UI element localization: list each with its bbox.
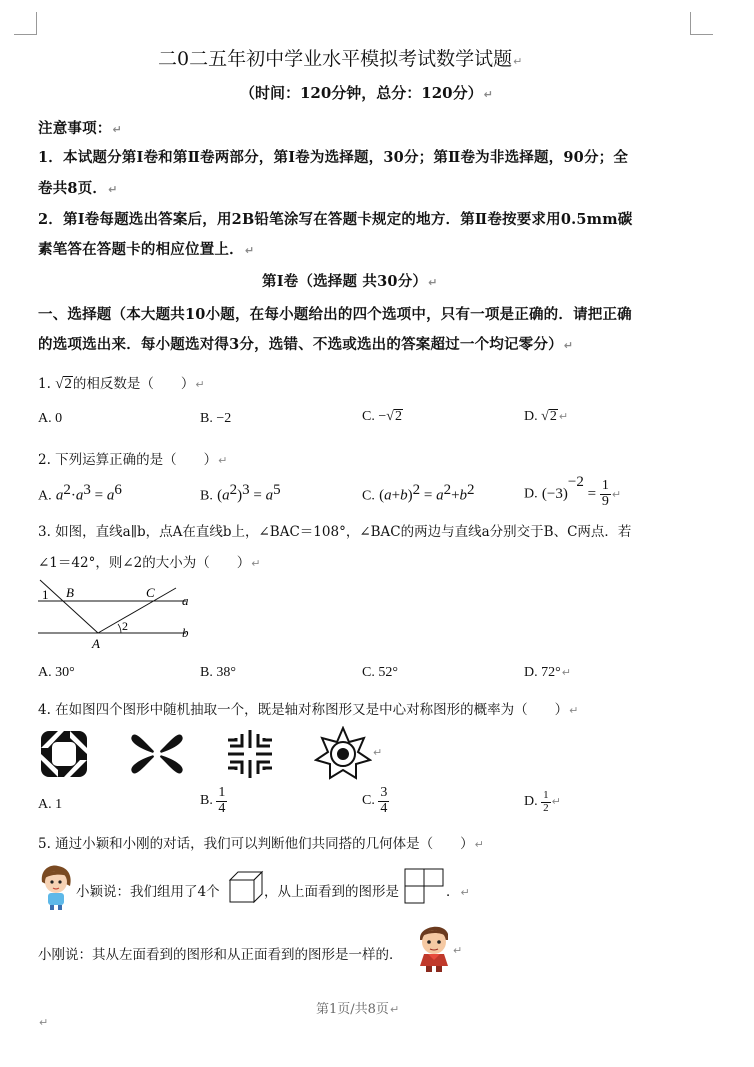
question-4-option-a[interactable]: A. 1 (38, 797, 63, 812)
question-1-option-d[interactable]: D. √2 ↵ (524, 409, 569, 424)
section-instructions-line-1: 一、选择题（本大题共10小题，在每小题给出的四个选项中，只有一项是正确的．请把正确 (38, 306, 632, 323)
question-4-option-c[interactable]: C. $\frac{3}{4}$ (362, 785, 388, 816)
question-1-option-a[interactable]: A. 0 (38, 411, 63, 426)
question-4-option-b[interactable]: B. $\frac{1}{4}$ (200, 785, 226, 816)
section-instructions-line-2: 的选项选出来．每小题选对得3分，选错、不选或选出的答案超过一个均记零分）↵ (38, 336, 574, 353)
crop-mark-top-right (690, 12, 713, 35)
top-view-grid (404, 868, 444, 904)
question-2-option-c[interactable]: C. $(a+b)^2 = a^2+b^2$ (362, 482, 475, 504)
note-2-line-2: 素笔答在答题卡的相应位置上．↵ (38, 241, 255, 258)
page-footer: 第1页/共8页↵ (316, 1002, 400, 1017)
question-5-stem: 5. 通过小颖和小刚的对话，我们可以判断他们共同搭的几何体是（ ）↵ (38, 836, 484, 852)
question-3-option-c[interactable]: C. 52° (362, 665, 398, 680)
xiaoying-avatar (36, 862, 76, 912)
question-2-option-a[interactable]: A. $a^2\cdot a^3 = a^6$ (38, 482, 122, 504)
figure-label-C: C (146, 585, 155, 600)
page-end-mark: ↵ (39, 1016, 49, 1029)
question-4-option-d[interactable]: D. $\frac{1}{2}$ ↵ (524, 789, 561, 814)
figure-label-a: a (182, 593, 189, 608)
question-1-option-b[interactable]: B. −2 (200, 411, 232, 426)
notes-heading: 注意事项：↵ (38, 120, 122, 137)
xiaoying-speech-end: ．↵ (446, 884, 470, 900)
note-1-line-2: 卷共8页．↵ (38, 180, 118, 197)
figure-label-2: 2 (122, 619, 128, 633)
question-4-figure-octagram-flower (314, 726, 372, 782)
question-4-figure-end-mark: ↵ (373, 746, 383, 759)
figure-label-1: 1 (42, 587, 49, 602)
xiaoying-speech: 小颖说：我们组用了4个 (76, 884, 220, 900)
question-3-option-a[interactable]: A. 30° (38, 665, 75, 680)
question-4-stem: 4. 在如图四个图形中随机抽取一个，既是轴对称图形又是中心对称图形的概率为（ ）↵ (38, 702, 579, 718)
crop-mark-top-left (14, 12, 37, 35)
section-title: 第Ⅰ卷（选择题 共30分）↵ (262, 273, 438, 290)
question-1-option-c[interactable]: C. −√2 (362, 409, 402, 424)
xiaoying-speech-continued: ，从上面看到的图形是 (264, 884, 399, 900)
xiaogang-avatar (414, 922, 454, 974)
figure-label-B: B (66, 585, 74, 600)
question-2-option-b[interactable]: B. $(a^2)^3 = a^5$ (200, 482, 281, 504)
question-2-option-d[interactable]: D. $(-3)^{-2}$ = $\frac{1}{9}$ ↵ (524, 474, 622, 509)
question-4-figure-square-logo (38, 728, 90, 780)
question-3-figure (36, 578, 206, 652)
figure-label-A: A (92, 636, 100, 651)
question-2-stem: 2. 下列运算正确的是（ ）↵ (38, 452, 228, 468)
page-subtitle: （时间：120分钟，总分：120分）↵ (240, 84, 493, 102)
xiaogang-speech: 小刚说：其从左面看到的图形和从正面看到的图形是一样的． (38, 947, 403, 963)
question-4-figure-maze-cross (224, 726, 276, 782)
note-1-line-1: 1．本试题分第Ⅰ卷和第Ⅱ卷两部分，第Ⅰ卷为选择题，30分；第Ⅱ卷为非选择题，90分；全 (38, 149, 629, 166)
question-3-option-b[interactable]: B. 38° (200, 665, 236, 680)
question-4-figure-leaf-knot (128, 726, 186, 782)
question-1-stem: 1. √2的相反数是（ ）↵ (38, 376, 205, 392)
cube-icon (228, 870, 264, 904)
question-3-option-d[interactable]: D. 72°↵ (524, 665, 571, 680)
page-title: 二0二五年初中学业水平模拟考试数学试题↵ (158, 48, 523, 70)
question-3-stem-line-2: ∠1＝42°，则∠2的大小为（ ）↵ (38, 555, 261, 571)
figure-label-b: b (182, 625, 189, 640)
note-2-line-1: 2．第Ⅰ卷每题选出答案后，用2B铅笔涂写在答题卡规定的地方．第Ⅱ卷按要求用0.5mm碳 (38, 211, 633, 228)
xiaogang-end-mark: ↵ (453, 944, 463, 957)
question-3-stem-line-1: 3. 如图，直线a∥b，点A在直线b上，∠BAC＝108°，∠BAC的两边与直线a分别交于B、C两点．若 (38, 524, 632, 540)
